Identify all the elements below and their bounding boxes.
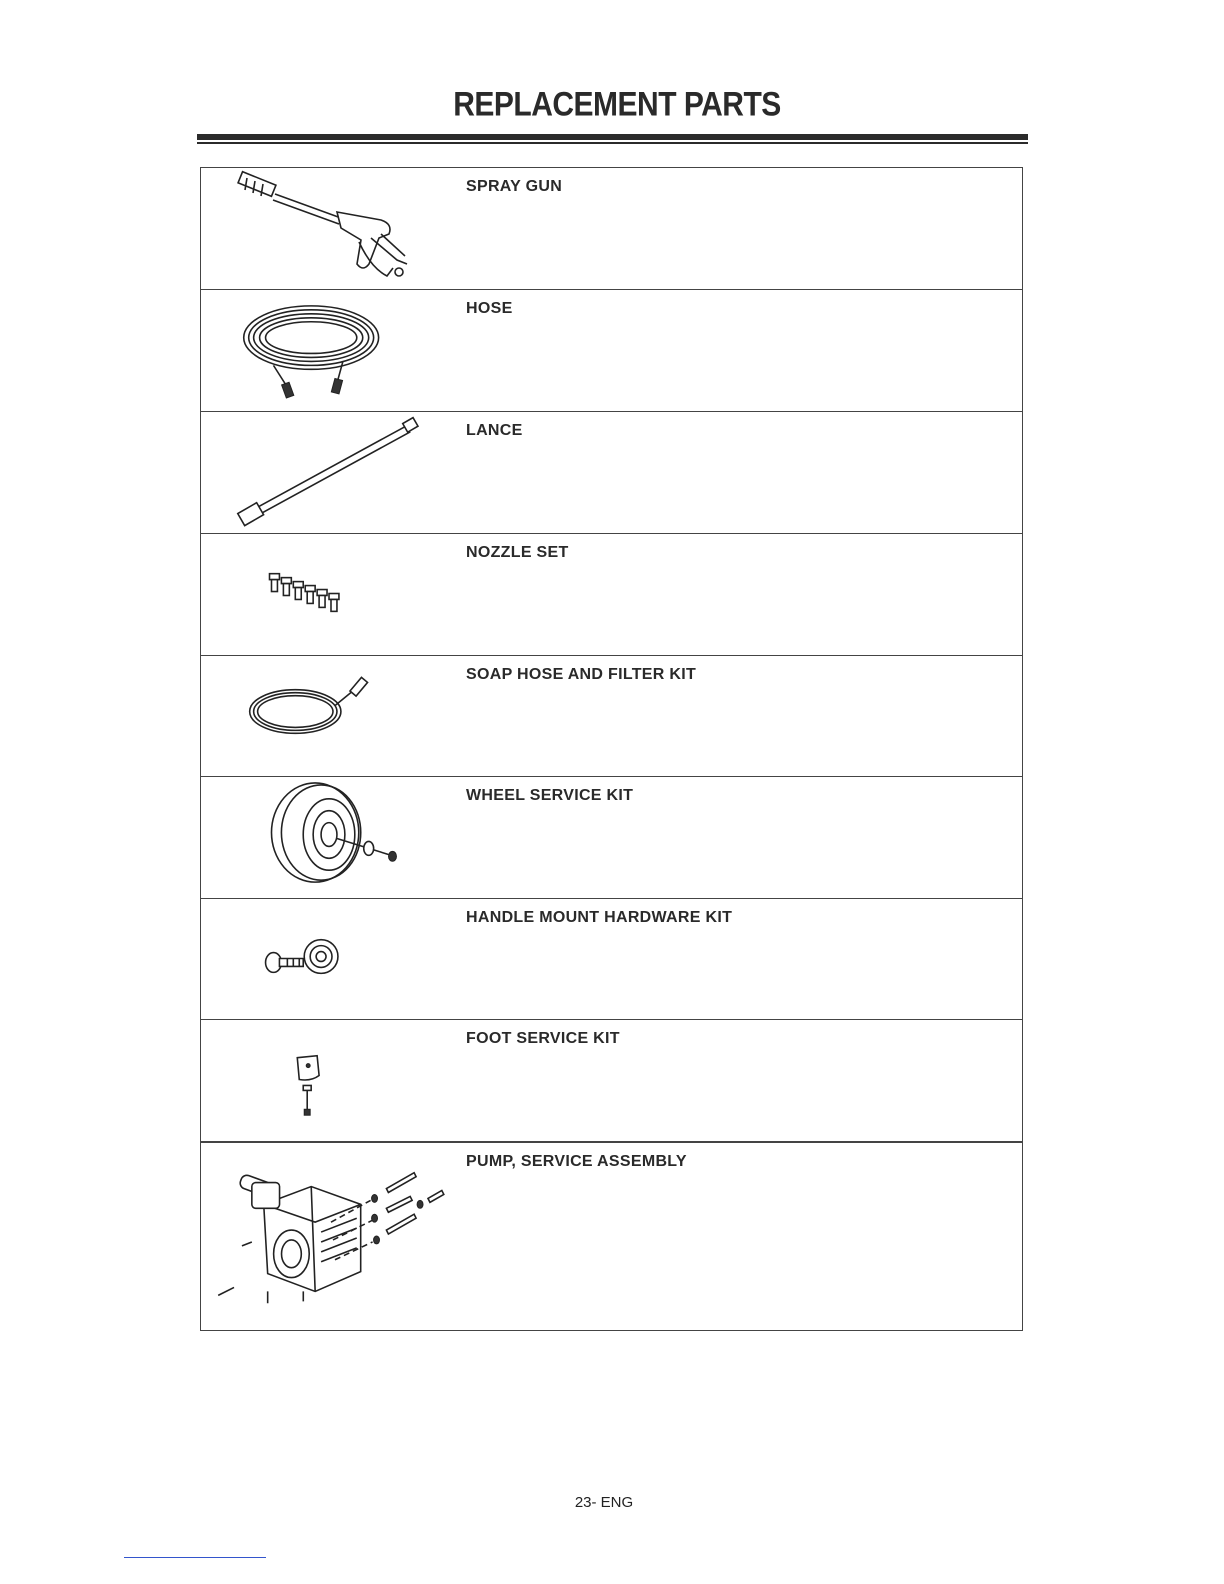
hose-icon [211,290,451,411]
part-label: HANDLE MOUNT HARDWARE KIT [466,909,733,926]
page-number: 23- ENG [574,1494,634,1511]
part-row-nozzle-set [201,533,1022,655]
part-row-soap-hose [201,655,1022,776]
pump-icon [211,1143,451,1332]
spray-gun-icon [211,168,451,289]
lance-icon [211,412,451,533]
part-label: PUMP, SERVICE ASSEMBLY [466,1153,687,1170]
part-row-spray-gun [201,168,1022,289]
part-label: SPRAY GUN [466,178,563,195]
part-row-handle-hardware [201,898,1022,1019]
part-row-wheel [201,776,1022,898]
part-label: NOZZLE SET [466,544,569,561]
page-title: REPLACEMENT PARTS [453,85,781,124]
part-row-pump [201,1141,1022,1332]
foot-kit-icon [211,1020,451,1141]
part-row-lance [201,411,1022,533]
part-label: HOSE [466,300,513,317]
parts-table [200,167,1023,1331]
title-rule [197,134,1028,140]
link-underline[interactable] [124,1557,266,1558]
part-row-foot-kit [201,1019,1022,1141]
handle-hardware-icon [211,899,451,1019]
wheel-icon [211,777,451,898]
soap-hose-icon [211,656,451,776]
part-label: FOOT SERVICE KIT [466,1030,620,1047]
nozzle-set-icon [211,534,451,655]
part-label: SOAP HOSE AND FILTER KIT [466,666,697,683]
part-label: LANCE [466,422,523,439]
part-row-hose [201,289,1022,411]
title-rule-thin [197,142,1028,144]
part-label: WHEEL SERVICE KIT [466,787,634,804]
